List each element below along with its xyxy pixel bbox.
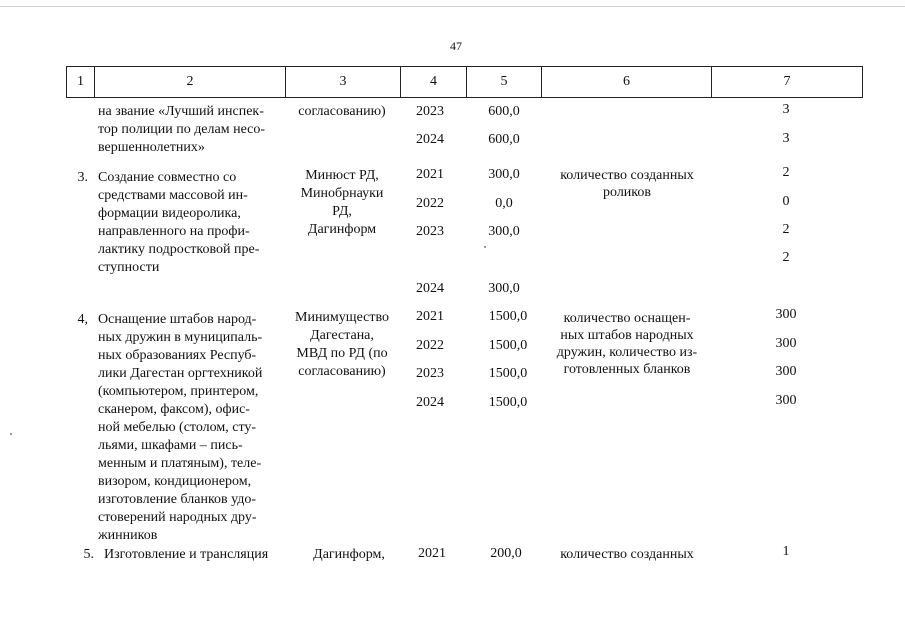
row-description: Оснащение штабов народ- ных дружин в муниципаль- ных образованиях Респуб- лики Дагестан оргтехникой (компьютером, принтером, сканером, факсом), офис- ной мебелью (столом, сту- льями, шкафами – пись- менным и платяным), теле- визором, кондиционером, изготовление бланков удо- стоверений народных дру- жинников	[98, 312, 263, 543]
row-year: 2023	[416, 224, 444, 239]
row-amount: 1500,0	[488, 395, 528, 410]
row-amount: 1500,0	[488, 309, 528, 324]
row-number: 4,	[77, 312, 88, 327]
row-year: 2021	[416, 309, 444, 324]
header-col-2: 2	[94, 67, 285, 97]
row-indicator: количество созданных роликов	[560, 168, 694, 200]
row-value: 300	[775, 393, 797, 408]
row-number: 3.	[77, 170, 88, 185]
row-value: 2	[782, 250, 790, 265]
row-indicator: количество оснащен- ных штабов народных дружин, количество из- готовленных бланков	[556, 311, 698, 377]
row-value: 300	[775, 364, 797, 379]
row-value: 300	[775, 307, 797, 322]
header-col-4: 4	[400, 67, 466, 97]
row-description: на звание «Лучший инспек- тор полиции по делам несо- вершеннолетних»	[98, 104, 266, 155]
row-year: 2022	[416, 196, 444, 211]
row-executor: согласованию)	[298, 104, 386, 119]
row-year: 2021	[418, 546, 446, 561]
table-header	[66, 66, 863, 98]
row-year: 2023	[416, 366, 444, 381]
row-executor: Минимущество Дагестана, МВД по РД (по согласованию)	[295, 310, 389, 379]
row-amount: 200,0	[490, 546, 522, 561]
row-amount: 300,0	[488, 281, 520, 296]
row-amount: 0,0	[495, 196, 513, 211]
row-amount: 300,0	[488, 224, 520, 239]
header-col-6: 6	[541, 67, 711, 97]
row-amount: 300,0	[488, 167, 520, 182]
row-executor: Дагинформ,	[313, 547, 385, 562]
row-number: 5.	[83, 547, 94, 562]
row-value: 3	[782, 102, 790, 117]
row-indicator: количество созданных	[560, 547, 694, 562]
row-value: 1	[782, 544, 790, 559]
row-value: 0	[782, 194, 790, 209]
header-col-7: 7	[711, 67, 862, 97]
scan-speck	[10, 433, 12, 435]
header-col-3: 3	[285, 67, 400, 97]
row-year: 2023	[416, 104, 444, 119]
row-year: 2024	[416, 132, 444, 147]
row-executor: Минюст РД, Минобрнауки РД, Дагинформ	[300, 168, 384, 237]
row-description: Изготовление и трансляция	[104, 547, 269, 562]
row-amount: 1500,0	[488, 338, 528, 353]
row-value: 3	[782, 131, 790, 146]
row-year: 2021	[416, 167, 444, 182]
scan-speck	[484, 246, 486, 248]
page-number: 47	[450, 39, 462, 53]
header-col-5: 5	[466, 67, 541, 97]
row-year: 2024	[416, 281, 444, 296]
row-description: Создание совместно со средствами массовой ин- формации видеоролика, направленного на профи- лактику подростковой пре- ступности	[98, 170, 260, 275]
row-year: 2022	[416, 338, 444, 353]
row-amount: 1500,0	[488, 366, 528, 381]
row-year: 2024	[416, 395, 444, 410]
row-value: 2	[782, 165, 790, 180]
row-amount: 600,0	[488, 104, 520, 119]
row-amount: 600,0	[488, 132, 520, 147]
row-value: 2	[782, 222, 790, 237]
scan-top-edge	[0, 0, 905, 7]
row-value: 300	[775, 336, 797, 351]
header-col-1: 1	[77, 74, 84, 89]
